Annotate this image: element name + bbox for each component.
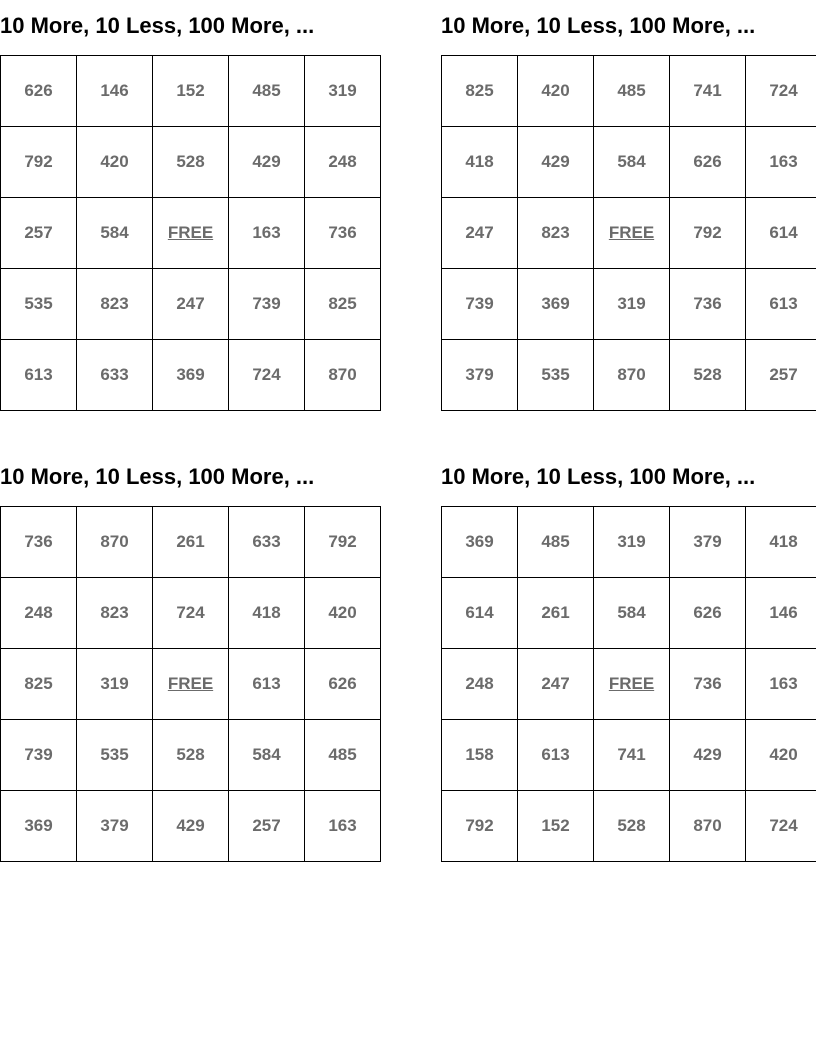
grid-cell: 429 [229, 127, 305, 198]
grid-cell: 420 [746, 720, 816, 791]
grid-cell: 257 [746, 340, 816, 411]
card-title: 10 More, 10 Less, 100 More, ... [441, 13, 756, 38]
grid-row [1, 127, 381, 198]
grid-cell: 736 [670, 649, 746, 720]
free-space-cell: FREE [594, 649, 670, 720]
grid-cell: 152 [518, 791, 594, 862]
grid-row [442, 507, 816, 578]
bingo-grid [441, 55, 816, 411]
grid-cell: 613 [518, 720, 594, 791]
bingo-grid [0, 55, 381, 411]
grid-cell: 152 [153, 56, 229, 127]
grid-row [1, 578, 381, 649]
grid-cell: 528 [153, 127, 229, 198]
grid-row [1, 507, 381, 578]
grid-cell: 613 [229, 649, 305, 720]
grid-cell: 633 [77, 340, 153, 411]
grid-row [1, 340, 381, 411]
grid-cell: 870 [77, 507, 153, 578]
grid-cell: 535 [1, 269, 77, 340]
grid-cell: 420 [305, 578, 381, 649]
grid-cell: 626 [305, 649, 381, 720]
grid-cell: 420 [518, 56, 594, 127]
grid-cell: 261 [153, 507, 229, 578]
grid-cell: 163 [229, 198, 305, 269]
grid-cell: 741 [670, 56, 746, 127]
grid-cell: 146 [746, 578, 816, 649]
grid-cell: 247 [518, 649, 594, 720]
grid-cell: 739 [229, 269, 305, 340]
grid-cell: 369 [518, 269, 594, 340]
grid-cell: 870 [305, 340, 381, 411]
grid-cell: 163 [746, 127, 816, 198]
grid-cell: 584 [77, 198, 153, 269]
grid-row [442, 649, 816, 720]
grid-cell: 319 [305, 56, 381, 127]
bingo-grid [0, 506, 381, 862]
grid-cell: 429 [153, 791, 229, 862]
grid-cell: 736 [670, 269, 746, 340]
grid-cell: 420 [77, 127, 153, 198]
grid-row [1, 269, 381, 340]
grid-row [442, 198, 816, 269]
grid-row [442, 127, 816, 198]
grid-cell: 418 [229, 578, 305, 649]
grid-cell: 870 [594, 340, 670, 411]
grid-cell: 146 [77, 56, 153, 127]
card-title: 10 More, 10 Less, 100 More, ... [0, 464, 315, 489]
grid-cell: 626 [1, 56, 77, 127]
grid-cell: 724 [229, 340, 305, 411]
grid-cell: 736 [305, 198, 381, 269]
grid-cell: 792 [1, 127, 77, 198]
grid-cell: 261 [518, 578, 594, 649]
grid-cell: 379 [670, 507, 746, 578]
grid-cell: 870 [670, 791, 746, 862]
grid-cell: 739 [442, 269, 518, 340]
grid-cell: 418 [442, 127, 518, 198]
grid-cell: 739 [1, 720, 77, 791]
grid-cell: 257 [1, 198, 77, 269]
free-space-cell: FREE [594, 198, 670, 269]
grid-cell: 792 [442, 791, 518, 862]
grid-cell: 792 [305, 507, 381, 578]
grid-cell: 724 [746, 56, 816, 127]
grid-cell: 584 [229, 720, 305, 791]
grid-cell: 613 [746, 269, 816, 340]
grid-cell: 485 [518, 507, 594, 578]
free-space-cell: FREE [153, 649, 229, 720]
grid-cell: 379 [77, 791, 153, 862]
grid-cell: 584 [594, 127, 670, 198]
grid-cell: 825 [442, 56, 518, 127]
grid-cell: 584 [594, 578, 670, 649]
grid-cell: 626 [670, 127, 746, 198]
grid-row [1, 649, 381, 720]
grid-row [1, 720, 381, 791]
grid-cell: 163 [746, 649, 816, 720]
grid-cell: 247 [442, 198, 518, 269]
grid-cell: 163 [305, 791, 381, 862]
free-space-cell: FREE [153, 198, 229, 269]
grid-row [1, 198, 381, 269]
grid-cell: 247 [153, 269, 229, 340]
grid-cell: 741 [594, 720, 670, 791]
grid-cell: 248 [305, 127, 381, 198]
card-title: 10 More, 10 Less, 100 More, ... [441, 464, 756, 489]
grid-cell: 429 [518, 127, 594, 198]
bingo-grid [441, 506, 816, 862]
grid-row [1, 56, 381, 127]
grid-cell: 825 [1, 649, 77, 720]
grid-cell: 528 [670, 340, 746, 411]
grid-cell: 319 [594, 507, 670, 578]
grid-cell: 528 [153, 720, 229, 791]
grid-cell: 823 [77, 578, 153, 649]
grid-cell: 633 [229, 507, 305, 578]
grid-cell: 369 [1, 791, 77, 862]
grid-cell: 319 [594, 269, 670, 340]
grid-cell: 257 [229, 791, 305, 862]
grid-cell: 614 [442, 578, 518, 649]
grid-cell: 485 [229, 56, 305, 127]
grid-cell: 823 [77, 269, 153, 340]
grid-cell: 724 [746, 791, 816, 862]
grid-row [1, 791, 381, 862]
grid-cell: 418 [746, 507, 816, 578]
grid-cell: 369 [153, 340, 229, 411]
card-title: 10 More, 10 Less, 100 More, ... [0, 13, 315, 38]
grid-cell: 614 [746, 198, 816, 269]
grid-cell: 319 [77, 649, 153, 720]
grid-row [442, 340, 816, 411]
grid-row [442, 56, 816, 127]
grid-cell: 792 [670, 198, 746, 269]
grid-cell: 535 [518, 340, 594, 411]
grid-cell: 825 [305, 269, 381, 340]
grid-cell: 626 [670, 578, 746, 649]
grid-row [442, 720, 816, 791]
grid-cell: 823 [518, 198, 594, 269]
grid-row [442, 791, 816, 862]
grid-cell: 248 [1, 578, 77, 649]
grid-cell: 736 [1, 507, 77, 578]
grid-cell: 535 [77, 720, 153, 791]
grid-cell: 379 [442, 340, 518, 411]
grid-row [442, 578, 816, 649]
grid-cell: 724 [153, 578, 229, 649]
grid-cell: 485 [305, 720, 381, 791]
grid-cell: 528 [594, 791, 670, 862]
grid-cell: 613 [1, 340, 77, 411]
grid-cell: 248 [442, 649, 518, 720]
grid-row [442, 269, 816, 340]
grid-cell: 158 [442, 720, 518, 791]
grid-cell: 429 [670, 720, 746, 791]
grid-cell: 485 [594, 56, 670, 127]
grid-cell: 369 [442, 507, 518, 578]
